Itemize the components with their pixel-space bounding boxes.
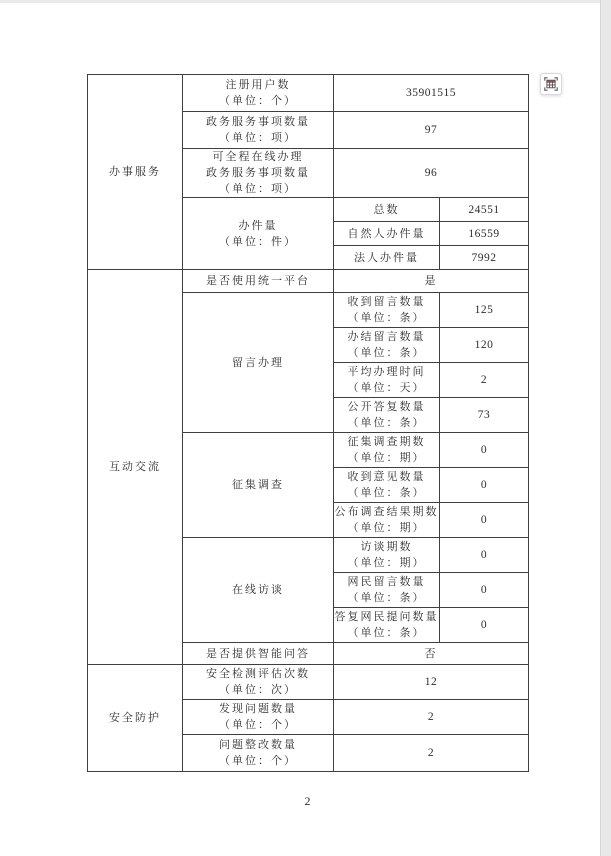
value-cell [440, 222, 529, 246]
sub-item-label: 法人办件量 [354, 251, 419, 264]
value-cell [440, 538, 529, 573]
cell-value: 2 [427, 711, 435, 723]
cell-value: 96 [424, 167, 438, 179]
item-unit: （单位：项） [219, 132, 297, 144]
cell-value: 0 [480, 619, 488, 631]
sub-item-label: 征集调查期数 [347, 436, 426, 448]
cell-value: 24551 [468, 203, 500, 216]
value-cell [440, 198, 529, 222]
value-cell [334, 735, 529, 772]
cell-value: 否 [424, 647, 438, 660]
item-unit: （单位：件） [219, 235, 297, 248]
item-unit: （单位：项） [219, 183, 297, 195]
value-cell [334, 665, 529, 700]
sub-item-unit: （单位：条） [347, 487, 426, 499]
cell-value: 0 [480, 479, 488, 491]
value-cell [440, 293, 529, 328]
category-cell [88, 665, 183, 772]
value-cell [334, 149, 529, 198]
sub-item-cell [334, 293, 440, 328]
sub-item-unit: （单位：条） [347, 592, 426, 604]
table-row [88, 75, 529, 112]
sub-item-label: 公开答复数量 [347, 401, 426, 413]
sub-item-unit: （单位：条） [347, 312, 426, 324]
sub-item-label: 平均办理时间 [347, 366, 426, 378]
sub-item-cell [334, 573, 440, 608]
category-label: 安全防护 [109, 712, 161, 724]
value-cell [440, 398, 529, 433]
category-cell [88, 75, 183, 270]
sub-item-label: 访谈期数 [360, 541, 413, 553]
cell-value: 0 [480, 444, 488, 456]
right-gutter [600, 0, 611, 856]
item-label-cell [183, 433, 334, 538]
sub-item-cell [334, 398, 440, 433]
statistics-table [87, 74, 529, 772]
sub-item-cell [334, 198, 440, 222]
sub-item-label: 总数 [373, 203, 400, 216]
sub-item-cell [334, 433, 440, 468]
item-label: 政务服务事项数量 [206, 116, 310, 128]
sub-item-label: 公布调查结果期数 [334, 506, 439, 518]
item-label: 安全检测评估次数 [206, 668, 310, 680]
sub-item-cell [334, 503, 440, 538]
item-label-cell [183, 735, 334, 772]
sub-item-label: 收到留言数量 [347, 296, 426, 308]
cell-value: 2 [480, 374, 488, 386]
cell-value: 12 [424, 676, 438, 688]
sub-item-cell [334, 608, 440, 643]
cell-value: 125 [474, 304, 494, 316]
value-cell [334, 75, 529, 112]
value-cell [334, 270, 529, 293]
item-label-cell [183, 198, 334, 270]
value-cell [440, 573, 529, 608]
item-label-line2: 政务服务事项数量 [206, 167, 310, 179]
value-cell [440, 468, 529, 503]
category-cell [88, 270, 183, 665]
item-label: 是否提供智能问答 [206, 647, 310, 660]
sub-item-cell [334, 222, 440, 246]
item-label: 可全程在线办理 [212, 151, 304, 163]
cell-value: 97 [424, 124, 438, 136]
window-top-edge [0, 0, 611, 3]
item-label-cell [183, 149, 334, 198]
sub-item-unit: （单位：期） [347, 522, 426, 534]
sub-item-cell [334, 363, 440, 398]
value-cell [334, 700, 529, 735]
value-cell [334, 643, 529, 665]
table-row [88, 665, 529, 700]
value-cell [440, 503, 529, 538]
sub-item-cell [334, 328, 440, 363]
value-cell [440, 328, 529, 363]
item-label: 是否使用统一平台 [206, 275, 310, 287]
item-label-cell [183, 700, 334, 735]
value-cell [440, 608, 529, 643]
item-unit: （单位：个） [219, 755, 297, 767]
item-label-cell [183, 270, 334, 293]
item-label-cell [183, 75, 334, 112]
cell-value: 7992 [471, 251, 497, 264]
item-label: 征集调查 [232, 479, 284, 491]
item-label-cell [183, 293, 334, 433]
sub-item-unit: （单位：期） [347, 557, 426, 569]
value-cell [334, 112, 529, 149]
table-capture-icon [544, 77, 558, 91]
sub-item-cell [334, 468, 440, 503]
page-number: 2 [304, 794, 311, 808]
cell-value: 16559 [468, 227, 500, 240]
item-label: 办件量 [238, 219, 278, 232]
item-label: 在线访谈 [232, 584, 284, 596]
cell-value: 2 [427, 747, 435, 759]
cell-value: 0 [480, 514, 488, 526]
cell-value: 是 [424, 275, 438, 287]
value-cell [440, 246, 529, 270]
sub-item-label: 答复网民提问数量 [334, 611, 439, 623]
sub-item-cell [334, 538, 440, 573]
cell-value: 0 [480, 584, 488, 596]
sub-item-unit: （单位：条） [347, 417, 426, 429]
cell-value: 0 [480, 549, 488, 561]
item-label-cell [183, 538, 334, 643]
item-label: 发现问题数量 [219, 703, 297, 715]
sub-item-unit: （单位：条） [347, 347, 426, 359]
item-label-cell [183, 643, 334, 665]
item-label: 问题整改数量 [219, 739, 297, 751]
item-label-cell [183, 112, 334, 149]
sub-item-label: 网民留言数量 [347, 576, 426, 588]
table-capture-button[interactable] [540, 73, 562, 95]
value-cell [440, 363, 529, 398]
item-label: 留言办理 [232, 356, 284, 369]
sub-item-cell [334, 246, 440, 270]
category-label: 办事服务 [109, 166, 161, 178]
item-unit: （单位：个） [219, 95, 297, 107]
item-label-cell [183, 665, 334, 700]
cell-value: 120 [474, 339, 494, 351]
item-label: 注册用户数 [225, 79, 291, 91]
table-row [88, 270, 529, 293]
sub-item-label: 办结留言数量 [347, 331, 426, 343]
sub-item-label: 自然人办件量 [347, 227, 426, 240]
item-unit: （单位：个） [219, 719, 297, 731]
cell-value: 35901515 [406, 87, 456, 99]
sub-item-unit: （单位：期） [347, 452, 426, 464]
sub-item-unit: （单位：条） [347, 627, 426, 639]
cell-value: 73 [477, 409, 491, 421]
sub-item-label: 收到意见数量 [347, 471, 426, 483]
sub-item-unit: （单位：天） [347, 382, 426, 394]
item-unit: （单位：次） [219, 684, 297, 696]
category-label: 互动交流 [109, 461, 161, 473]
value-cell [440, 433, 529, 468]
